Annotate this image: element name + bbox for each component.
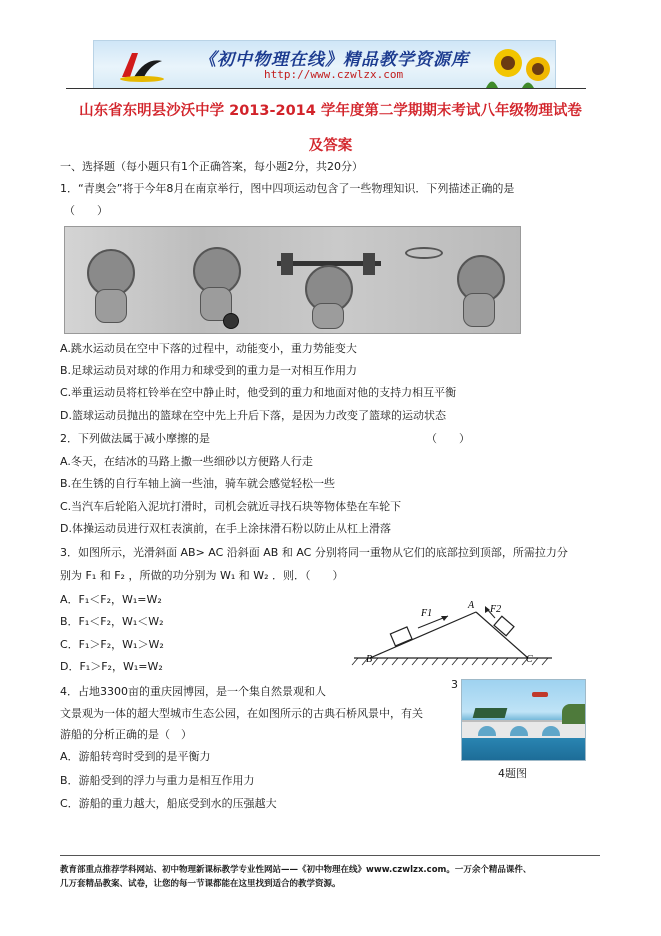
question-2-stem: 2．下列做法属于减小摩擦的是 [60, 432, 210, 445]
q2-option-c[interactable]: C.当汽车后轮陷入泥坑打滑时，司机会就近寻找石块等物体垫在车轮下 [60, 500, 402, 513]
q2-option-d[interactable]: D.体操运动员进行双杠表演前，在手上涂抹滑石粉以防止从杠上滑落 [60, 522, 391, 535]
site-logo-icon [116, 47, 168, 83]
figure-4-caption: 4题图 [498, 767, 527, 780]
q3-option-d[interactable]: D．F₁＞F₂，W₁=W₂ [60, 660, 163, 673]
exam-title-cont: 及答案 [308, 138, 353, 154]
label-f1: F1 [421, 608, 433, 619]
header-banner [93, 40, 556, 89]
banner-url[interactable]: http://www.czwlzx.com [264, 68, 404, 81]
footer-line-2: 几万套精品教案、试卷，让您的每一节课都能在这里找到适合的教学资源。 [60, 879, 341, 889]
section-heading: 一、选择题（每小题只有1个正确答案，每小题2分，共20分） [60, 160, 363, 173]
q2-option-a[interactable]: A.冬天，在结冰的马路上撒一些细砂以方便路人行走 [60, 455, 313, 468]
stone-bridge-photo [461, 679, 586, 761]
header-divider [66, 88, 586, 89]
label-c: C [526, 654, 533, 665]
pavilion-icon [473, 708, 508, 718]
label-f2: F2 [490, 604, 502, 615]
question-3-stem: 3．如图所示，光滑斜面 AB> AC 沿斜面 AB 和 AC 分别将同一重物从它们的底部拉到顶部，所需拉力分 [60, 546, 568, 559]
banner-title: 《初中物理在线》精品教学资源库 [199, 50, 469, 70]
q1-option-c[interactable]: C.举重运动员将杠铃举在空中静止时，他受到的重力和地面对他的支持力相互平衡 [60, 386, 457, 399]
exam-title: 山东省东明县沙沃中学 2013-2014 学年度第二学期期末考试八年级物理试卷 [79, 103, 582, 119]
q4-option-c[interactable]: C．游船的重力越大，船底受到水的压强越大 [60, 797, 277, 810]
footer-divider [60, 855, 600, 856]
basketball-hoop-icon [405, 247, 443, 259]
q2-option-b[interactable]: B.在生锈的自行车轴上滴一些油，骑车就会感觉轻松一些 [60, 477, 336, 490]
q3-option-a[interactable]: A．F₁＜F₂，W₁=W₂ [60, 593, 162, 606]
question-1-paren: （ ） [64, 204, 108, 217]
q3-option-c[interactable]: C．F₁＞F₂，W₁＞W₂ [60, 638, 164, 651]
label-a: A [468, 600, 475, 611]
question-4-stem-cont: 文景观为一体的超大型城市生态公园，在如图所示的古典石桥风景中，有关 [60, 707, 423, 720]
question-4-stem: 4．占地3300亩的重庆园博园，是一个集自然景观和人 [60, 685, 326, 698]
incline-figure [348, 596, 558, 676]
footer-line-1: 教育部重点推荐学科网站、初中物理新课标教学专业性网站——《初中物理在线》www.czwlzx.com。一万余个精品课件、 [60, 865, 532, 875]
question-3-stem-cont: 别为 F₁ 和 F₂ ，所做的功分别为 W₁ 和 W₂ ．则．（ ） [60, 569, 344, 582]
olympic-mascots-photo [64, 226, 521, 334]
q1-option-b[interactable]: B.足球运动员对球的作用力和球受到的重力是一对相互作用力 [60, 364, 358, 377]
q4-option-b[interactable]: B．游船受到的浮力与重力是相互作用力 [60, 774, 255, 787]
q1-option-a[interactable]: A.跳水运动员在空中下落的过程中，动能变小，重力势能变大 [60, 342, 357, 355]
q4-option-a[interactable]: A．游船转弯时受到的是平衡力 [60, 750, 211, 763]
figure-3-caption: 3 [451, 678, 458, 691]
sunflower-icon [478, 41, 555, 88]
q1-option-d[interactable]: D.篮球运动员抛出的篮球在空中先上升后下落，是因为力改变了篮球的运动状态 [60, 409, 446, 422]
soccer-ball-icon [223, 313, 239, 329]
question-4-stem-cont2: 游船的分析正确的是（ ） [60, 728, 192, 741]
tour-boat-icon [532, 692, 548, 697]
label-b: B [366, 654, 373, 665]
question-2-paren: （ ） [426, 432, 470, 445]
question-1-stem: 1．“青奥会”将于今年8月在南京举行，图中四项运动包含了一些物理知识．下列描述正确的是 [60, 182, 515, 195]
q3-option-b[interactable]: B．F₁＜F₂，W₁＜W₂ [60, 615, 164, 628]
